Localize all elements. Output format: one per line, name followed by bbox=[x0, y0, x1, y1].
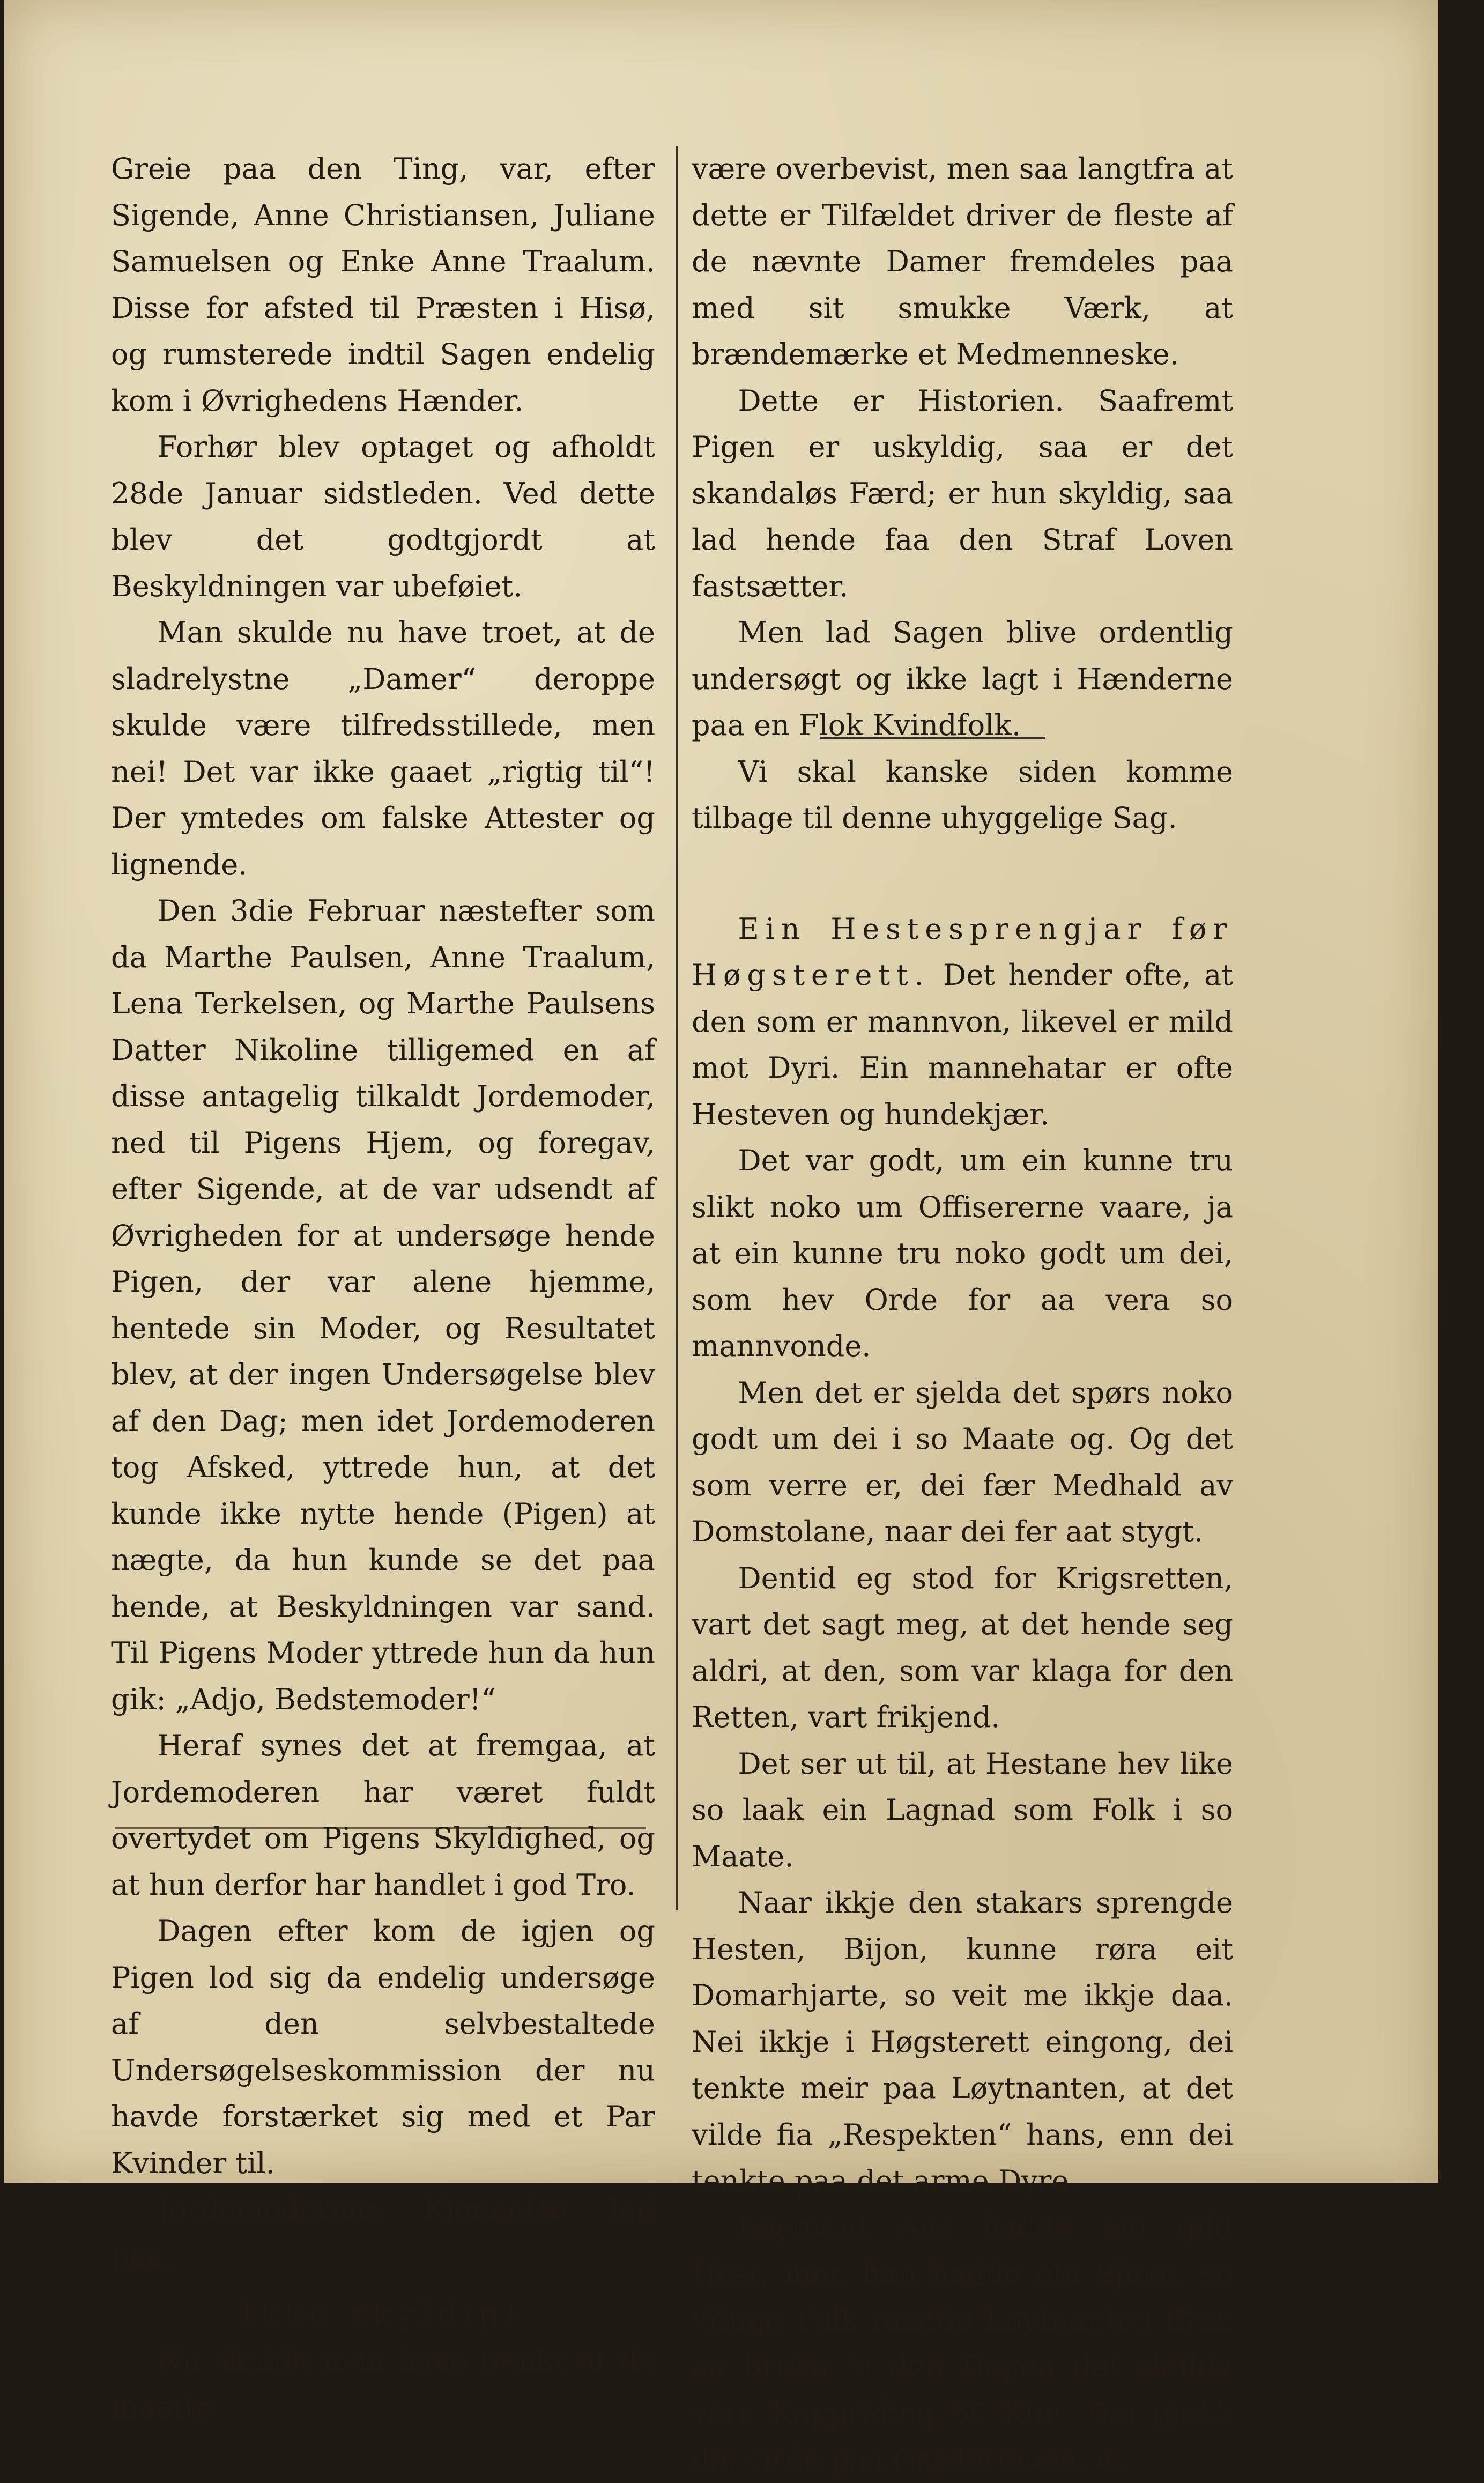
paragraph: Den 3die Februar næstefter som da Marthe Paulsen, Anne Traalum, Lena Terkelsen, og Marthe Paulsens Datter Nikoline tilligemed en af disse antagelig tilkaldt Jordemoder, ned til Pigens Hjem, og foregav, efter Sigende, at de var udsendt af Øvrigheden for at undersøge hende Pigen, der var alene hjemme, hentede sin Moder, og Resultatet blev, at der ingen Undersøgelse blev af den Dag; men idet Jordemoderen tog Afsked, yttrede hun, at det kunde ikke nytte hende (Pigen) at nægte, da hun kunde se det paa hende, at Beskyldningen var sand. Til Pigens Moder yttrede hun da hun gik: „Adjo, Bedstemoder!“ bbox=[111, 894, 655, 1716]
article-heading: Ein Hestesprengjar før Høgsterett. bbox=[692, 911, 1233, 992]
paragraph: Dagen efter kom de igjen og Pigen lod sig da endelig undersøge af den selvbestaltede Undersøgelseskommission der nu havde forstærket sig med et Par Kvinder til. bbox=[111, 1914, 655, 2180]
paragraph: Man skulde nu have troet, at de sladrelystne „Damer“ deroppe skulde være tilfredsstillede, men nei! Det var ikke gaaet „rigtig til“! Der ymtedes om falske Attester og lignende. bbox=[111, 616, 655, 881]
paragraph: Men lad Sagen blive ordentlig undersøgt og ikke lagt i Hænderne paa en Flok Kvindfolk. bbox=[692, 616, 1233, 742]
column-divider bbox=[676, 146, 678, 1910]
paragraph: Naar ikkje den stakars sprengde Hesten, Bijon, kunne røra eit Domarhjarte, so veit me ikkje daa. Nei ikkje i Høgsterett eingong, dei tenkte meir paa Løytnanten, at det vilde fia „Respekten“ hans, enn dei tenkte paa det arme Dyre. bbox=[692, 1886, 1233, 2198]
paragraph: Det var godt, um ein kunne tru slikt noko um Offisererne vaare, ja at ein kunne tru noko godt um dei, som hev Orde for aa vera so mannvonde. bbox=[692, 1144, 1233, 1363]
paragraph: Greie paa den Ting, var, efter Sigende, Anne Christiansen, Juliane Samuelsen og Enke Anne Traalum. Disse for afsted til Præsten i Hisø, og rumsterede indtil Sagen endelig kom i Øvrighedens Hænder. bbox=[111, 152, 655, 418]
article-lead-paragraph: Ein Hestesprengjar før Høgsterett. Det hender ofte, at den som er mannvon, likevel er mild mot Dyri. Ein mannehatar er ofte Hesteven og hundekjær. bbox=[692, 911, 1233, 1131]
paragraph: Løytnant Aas hadde ein gild Hest, men han hadde ein Sjuke, so vituge Folk raadde Løytnanten ifraa aa bruka 'n den Dagen det skulda vera Kappriding 50 Klm. Det gjekk det Orde paa Gardermoen, at bbox=[692, 2210, 1233, 2476]
paragraph: Men det er sjelda det spørs noko godt um dei i so Maate og. Og det som verre er, dei fær Medhald av Domstolane, naar dei fer aat stygt. bbox=[692, 1375, 1233, 1548]
paragraph: Dentid eg stod for Krigsretten, vart det sagt meg, at det hende seg aldri, at den, som var klaga for den Retten, vart frikjend. bbox=[692, 1561, 1233, 1734]
paragraph: Vi skal kanske siden komme tilbage til denne uhyggelige Sag. bbox=[692, 754, 1233, 835]
paragraph: Heraf synes det at fremgaa, at Jordemoderen har været fuldt overtydet om Pigens Skyldighed, og at hun derfor har handlet i god Tro. bbox=[111, 1729, 655, 1902]
verdict-heading: Ikke skyldig! bbox=[241, 2297, 525, 2331]
paragraph: Det ser ut til, at Hestane hev like so laak ein Lagnad som Folk i so Maate. bbox=[692, 1746, 1233, 1873]
left-column bbox=[111, 146, 655, 2430]
paragraph: Dette er Historien. Saafremt Pigen er uskyldig, saa er det skandaløs Færd; er hun skyldig, saa lad hende faa den Straf Loven fastsætter. bbox=[692, 383, 1233, 603]
paragraph: Forhør blev optaget og afholdt 28de Januar sidstleden. Ved dette blev det godtgjordt at Beskyldningen var ubeføiet. bbox=[111, 430, 655, 603]
right-column bbox=[692, 146, 1233, 2483]
paragraph: være overbevist, men saa langtfra at dette er Tilfældet driver de fleste af de nævnte Damer fremdeles paa med sit smukke Værk, at brændemærke et Medmenneske. bbox=[692, 152, 1233, 371]
paragraph: Jordemoderens Kjendelse lød paa; bbox=[111, 2192, 655, 2273]
paragraph: Nu skulde man have tænkt at de maatte bbox=[111, 2343, 655, 2423]
